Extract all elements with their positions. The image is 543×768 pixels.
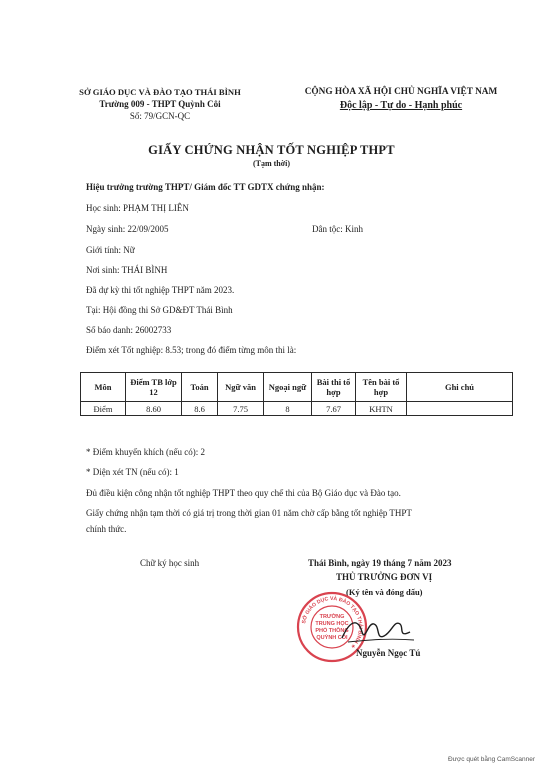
cell-label: Điểm (81, 402, 126, 416)
cell-foreign-language: 8 (264, 402, 312, 416)
cell-combined-name: KHTN (356, 402, 407, 416)
table-row (81, 402, 513, 416)
col-header-notes: Ghi chú (407, 373, 513, 402)
document-number: Số: 79/GCN-QC (129, 111, 191, 121)
svg-text:PHỔ THÔNG: PHỔ THÔNG (315, 628, 349, 634)
header-right (286, 86, 516, 112)
exam-attended: Đã dự kỳ thi tốt nghiệp THPT năm 2023. (86, 285, 235, 295)
col-header-subject: Môn (81, 373, 126, 402)
page-subtitle: (Tạm thời) (252, 159, 291, 168)
ethnicity: Dân tộc: Kinh (312, 224, 363, 234)
candidate-number: Số báo danh: 26002733 (86, 325, 172, 335)
svg-text:QUỲNH CÔI: QUỲNH CÔI (316, 635, 348, 641)
exam-council: Tại: Hội đồng thi Sở GD&ĐT Thái Bình (86, 305, 233, 315)
graduation-score: Điểm xét Tốt nghiệp: 8.53; trong đó điểm từng môn thi là: (86, 345, 297, 355)
country-name: CỘNG HÒA XÃ HỘI CHỦ NGHĨA VIỆT NAM (304, 87, 498, 97)
priority-category: * Diện xét TN (nếu có): 1 (86, 467, 179, 477)
certifier-line: Hiệu trưởng trường THPT/ Giám đốc TT GDTX chứng nhận: (86, 182, 325, 192)
col-header-literature: Ngữ văn (218, 373, 264, 402)
svg-text:TRƯỜNG: TRƯỜNG (319, 614, 345, 620)
col-header-foreign-language: Ngoại ngữ (264, 373, 312, 402)
cell-math: 8.6 (182, 402, 218, 416)
sign-instruction: (Ký tên và đóng dấu) (346, 587, 423, 597)
col-header-combined: Bài thi tổ hợp (312, 373, 356, 402)
cell-literature: 7.75 (218, 402, 264, 416)
cell-notes (407, 402, 513, 416)
student-name: Học sinh: PHẠM THỊ LIÊN (86, 203, 189, 213)
handwritten-signature-icon (338, 610, 418, 650)
score-table-header (81, 373, 513, 402)
col-header-math: Toán (182, 373, 218, 402)
page-title: GIẤY CHỨNG NHẬN TỐT NGHIỆP THPT (148, 143, 395, 157)
date-of-birth: Ngày sinh: 22/09/2005 (86, 224, 169, 234)
gender: Giới tính: Nữ (86, 245, 135, 255)
scanner-watermark: Được quét bằng CamScanner (447, 756, 535, 763)
signer-name: Nguyễn Ngọc Tú (356, 648, 421, 658)
school-name: Trường 009 - THPT Quỳnh Côi (99, 99, 221, 109)
cell-combined: 7.67 (312, 402, 356, 416)
score-table (80, 372, 513, 416)
birthplace: Nơi sinh: THÁI BÌNH (86, 265, 168, 275)
issue-date: Thái Bình, ngày 19 tháng 7 năm 2023 (308, 558, 452, 568)
svg-text:TRUNG HỌC: TRUNG HỌC (315, 621, 349, 627)
validity-statement-1: Giấy chứng nhận tạm thời có giá trị trong thời gian 01 năm chờ cấp bằng tốt nghiệp THPT (86, 508, 412, 518)
svg-text:SỞ GIÁO DỤC VÀ ĐÀO TẠO THÁI BÌ: SỞ GIÁO DỤC VÀ ĐÀO TẠO THÁI BÌNH ★ (301, 595, 364, 650)
student-signature-label: Chữ ký học sinh (140, 558, 200, 568)
validity-statement-2: chính thức. (86, 524, 127, 534)
eligibility-statement: Đủ điều kiện công nhận tốt nghiệp THPT theo quy chế thi của Bộ Giáo dục và Đào tạo. (86, 488, 401, 498)
bonus-points: * Điểm khuyến khích (nếu có): 2 (86, 447, 205, 457)
national-motto: Độc lập - Tự do - Hạnh phúc (339, 100, 463, 111)
col-header-combined-name: Tên bài tổ hợp (356, 373, 407, 402)
signer-role: THỦ TRƯỞNG ĐƠN VỊ (336, 572, 433, 582)
col-header-gpa12: Điểm TB lớp 12 (126, 373, 182, 402)
department-name: SỞ GIÁO DỤC VÀ ĐÀO TẠO THÁI BÌNH (79, 87, 241, 97)
cell-gpa12: 8.60 (126, 402, 182, 416)
header-left (60, 86, 260, 122)
